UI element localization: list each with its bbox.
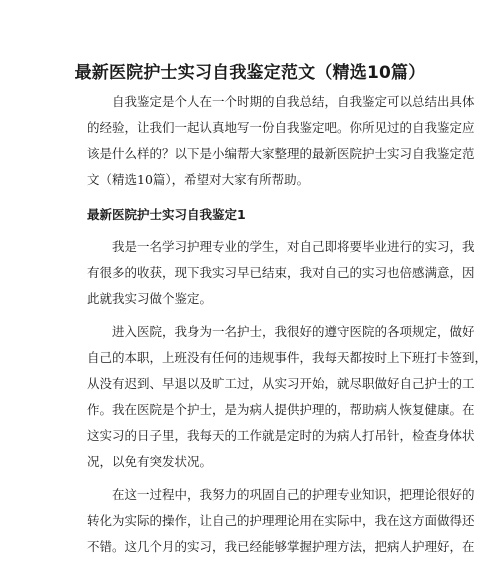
text-line: 此就我实习做个鉴定。	[87, 291, 213, 306]
text-line: 进入医院，我身为一名护士，我很好的遵守医院的各项规定，做好	[87, 324, 475, 339]
section-heading: 最新医院护士实习自我鉴定1	[87, 207, 246, 222]
paragraph-2	[87, 319, 488, 475]
intro-paragraph	[87, 89, 475, 193]
paragraph-3	[87, 482, 475, 560]
text-line: 我是一名学习护理专业的学生，对自己即将要毕业进行的实习，我	[87, 239, 475, 254]
text-line: 况，以免有突发状况。	[87, 454, 213, 469]
text-line: 的经验，让我们一起认真地写一份自我鉴定吧。你所见过的自我鉴定应	[87, 120, 475, 135]
text-line: 自己的本职，上班没有任何的违规事件，我每天都按时上下班打卡签到，	[87, 350, 488, 365]
paragraph-1	[87, 234, 475, 312]
text-line: 该是什么样的？以下是小编帮大家整理的最新医院护士实习自我鉴定范	[87, 146, 475, 161]
text-line: 自我鉴定是个人在一个时期的自我总结，自我鉴定可以总结出具体	[87, 94, 475, 109]
text-line: 不错。这几个月的实习，我已经能够掌握护理方法，把病人护理好，在	[87, 539, 475, 554]
text-line: 从没有迟到、早退以及旷工过，从实习开始，就尽职做好自己护士的工	[87, 376, 475, 391]
text-line: 这实习的日子里，我每天的工作就是定时的为病人打吊针，检查身体状	[87, 428, 475, 443]
text-line: 文（精选10篇），希望对大家有所帮助。	[87, 172, 310, 187]
text-line: 转化为实际的操作，让自己的护理理论用在实际中，我在这方面做得还	[87, 513, 475, 528]
document-title: 最新医院护士实习自我鉴定范文（精选10篇）	[74, 63, 426, 83]
text-line: 作。我在医院是个护士，是为病人提供护理的，帮助病人恢复健康。在	[87, 402, 475, 417]
text-line: 在这一过程中，我努力的巩固自己的护理专业知识，把理论很好的	[87, 487, 475, 502]
text-line: 有很多的收获，现下我实习早已结束，我对自己的实习也倍感满意，因	[87, 265, 475, 280]
